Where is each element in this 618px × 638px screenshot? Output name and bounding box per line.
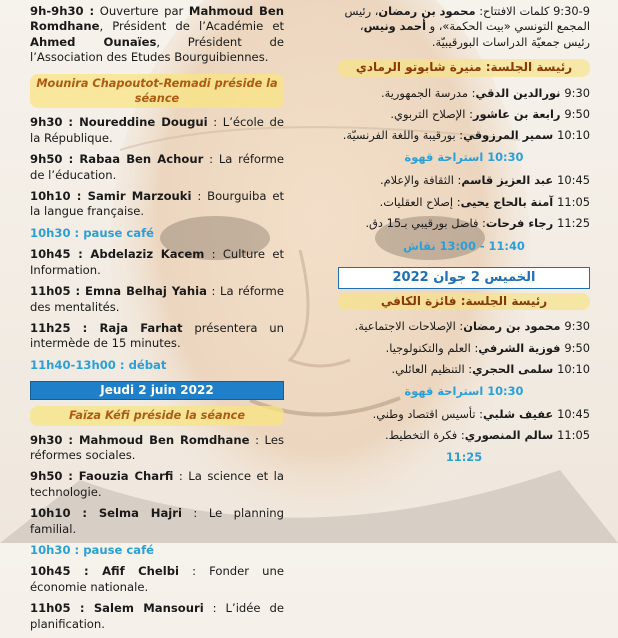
session-chair-banner: Mounira Chapoutot-Remadi préside la séance [30,74,284,109]
opening-time: 9h-9h30 : [30,4,95,18]
opening-text-b: , Président de l’Académie et [99,19,284,34]
program-item [338,428,590,443]
item-topic: : إصلاح العقليات. [379,194,461,209]
item-topic: : فكرة التخطيط. [385,428,465,443]
program-item [30,284,284,315]
program-item [338,341,590,356]
item-topic: : La réforme des mentalités. [30,284,284,314]
program-item [30,247,284,278]
item-topic: : Fonder une économie nationale. [30,564,284,594]
item-speaker: فوزية الشرفي [478,340,565,355]
item-time: 9:50 [564,107,590,122]
item-time: 10:45 [557,173,590,188]
item-time: 9h30 : [30,115,80,130]
item-speaker: سمير المرزوقي [463,128,558,143]
item-time: 10:10 [557,128,590,143]
item-topic: : العلم والتكنولوجيا. [385,340,479,355]
coffee-break: 10:30 استراحة قهوة [404,383,524,398]
item-topic: : بورقيبة واللغة الفرنسيّة. [342,128,464,143]
item-speaker: Emna Belhaj Yahia [85,284,207,299]
item-speaker: رجاء فرحات [485,216,558,231]
item-speaker: Mahmoud Ben Romdhane [78,432,250,447]
debate-slot: 11:40 - 13:00 نقاش [403,239,525,254]
item-time: 9h50 : [30,469,79,484]
program-item [30,564,284,595]
coffee-break: 10h30 : pause café [30,225,155,240]
session-chair-banner: رئيسة الجلسة: منيرة شابوتو الرمادي [338,59,590,76]
item-speaker: Rabaa Ben Achour [79,152,204,167]
item-time: 10h45 : [30,247,91,262]
item-time: 11:25 [557,216,590,231]
item-speaker: رابعة بن عاشور [472,107,565,122]
item-time: 11h05 : [30,284,86,299]
item-speaker: عفيف شلبي [483,406,558,421]
opening-time: 9:30-9 [553,4,590,18]
item-speaker: سالم المنصوري [464,428,558,443]
opening-item [30,4,284,66]
program-item [338,128,590,143]
coffee-break: 10:30 استراحة قهوة [404,149,524,164]
item-speaker: آمنة بالحاج يحيى [460,194,558,209]
session-chair-banner: Faïza Kéfi préside la séance [30,406,284,425]
program-item [30,601,284,632]
opening-text-b: ، رئيس المجمع التونسي «بيت الحكمة»، و [344,4,590,34]
day-header: Jeudi 2 juin 2022 [30,381,284,400]
item-time: 10h45 : [30,564,103,579]
program-item [30,115,284,146]
item-speaker: Afif Chelbi [102,564,179,579]
item-topic: : L’idée de planification. [30,601,285,631]
item-topic: : مدرسة الجمهورية. [381,85,476,100]
item-speaker: محمود بن رمضان [463,319,565,334]
item-topic: : الإصلاحات الاجتماعية. [354,319,464,334]
opening-item [338,4,590,50]
program-item [338,86,590,101]
opening-text-c: ، رئيس جمعيّة الدراسات البورقيبيّة. [359,19,590,49]
opening-text: كلمات الافتتاح: [475,4,554,18]
opening-speaker-b: Ahmed Ounaïes [30,34,157,49]
item-topic: : Bourguiba et la langue française. [30,189,284,219]
session-chair-banner: رئيسة الجلسة: فائزة الكافي [338,293,590,310]
opening-speaker-b: أحمد ونيس [363,19,426,34]
program-item [338,195,590,210]
item-speaker: Selma Hajri [98,506,182,521]
program-item [30,189,284,220]
item-time: 10h10 : [30,189,88,204]
item-speaker: سلمى الحجري [472,362,558,377]
day-header: الخميس 2 جوان 2022 [338,267,590,289]
item-topic: : La science et la technologie. [30,469,284,499]
item-topic: : الإصلاح التربوي. [390,107,473,122]
item-time: 10:10 [557,362,590,377]
item-topic: : فاصل بورقيبي بـ15 دق. [365,216,486,231]
program-item [338,216,590,231]
item-time: 11:05 [557,194,590,209]
program-item [30,152,284,183]
item-time: 11:05 [557,428,590,443]
item-speaker: Raja Farhat [99,320,183,335]
coffee-break: 10h30 : pause café [30,542,155,557]
item-time: 9h50 : [30,152,80,167]
item-topic: présentera un intermède de 15 minutes. [30,320,284,351]
program-item [338,107,590,122]
item-topic: : L’école de la République. [30,115,284,145]
item-speaker: Noureddine Dougui [79,115,208,130]
item-time: 11h05 : [30,601,94,616]
program-item [30,433,284,464]
item-time: 9h30 : [30,432,79,447]
program-item [30,469,284,500]
item-topic: : Les réformes sociales. [30,432,284,462]
item-topic: : La réforme de l’éducation. [30,152,284,182]
item-speaker: Faouzia Charfi [78,469,174,484]
opening-text-a: Ouverture par [94,4,189,18]
program-item [338,362,590,377]
opening-speaker-a: Mahmoud Ben Romdhane [30,4,285,34]
item-topic: : Culture et Information. [30,247,284,277]
item-time: 11h25 : [30,320,100,335]
item-speaker: Salem Mansouri [93,601,204,616]
item-time: 9:30 [564,319,590,334]
program-item [338,407,590,422]
program-item [338,173,590,188]
item-time: 10h10 : [30,506,99,521]
program-item [30,506,284,537]
arabic-program-column [338,4,590,473]
item-speaker: Samir Marzouki [87,189,192,204]
program-item [30,321,284,352]
partial-time-slot: 11:25 [445,449,483,464]
item-topic: : الثقافة والإعلام. [379,173,462,188]
item-topic: : تأسيس اقتصاد وطني. [372,406,484,421]
opening-speaker-a: محمود بن رمضان [378,4,476,18]
item-speaker: نورالدين الدقي [475,85,565,100]
item-time: 10:45 [557,406,590,421]
debate-slot: 11h40-13h00 : débat [30,357,167,372]
item-speaker: Abdelaziz Kacem [90,247,205,262]
item-topic: : Le planning familial. [30,506,284,536]
item-speaker: عبد العزيز قاسم [461,173,558,188]
item-topic: : التنظيم العائلي. [391,362,473,377]
item-time: 9:30 [564,85,590,100]
program-item [338,319,590,334]
opening-text-c: , Président de l’Association des Etudes Bourguibiennes. [30,34,284,65]
item-time: 9:50 [564,340,590,355]
